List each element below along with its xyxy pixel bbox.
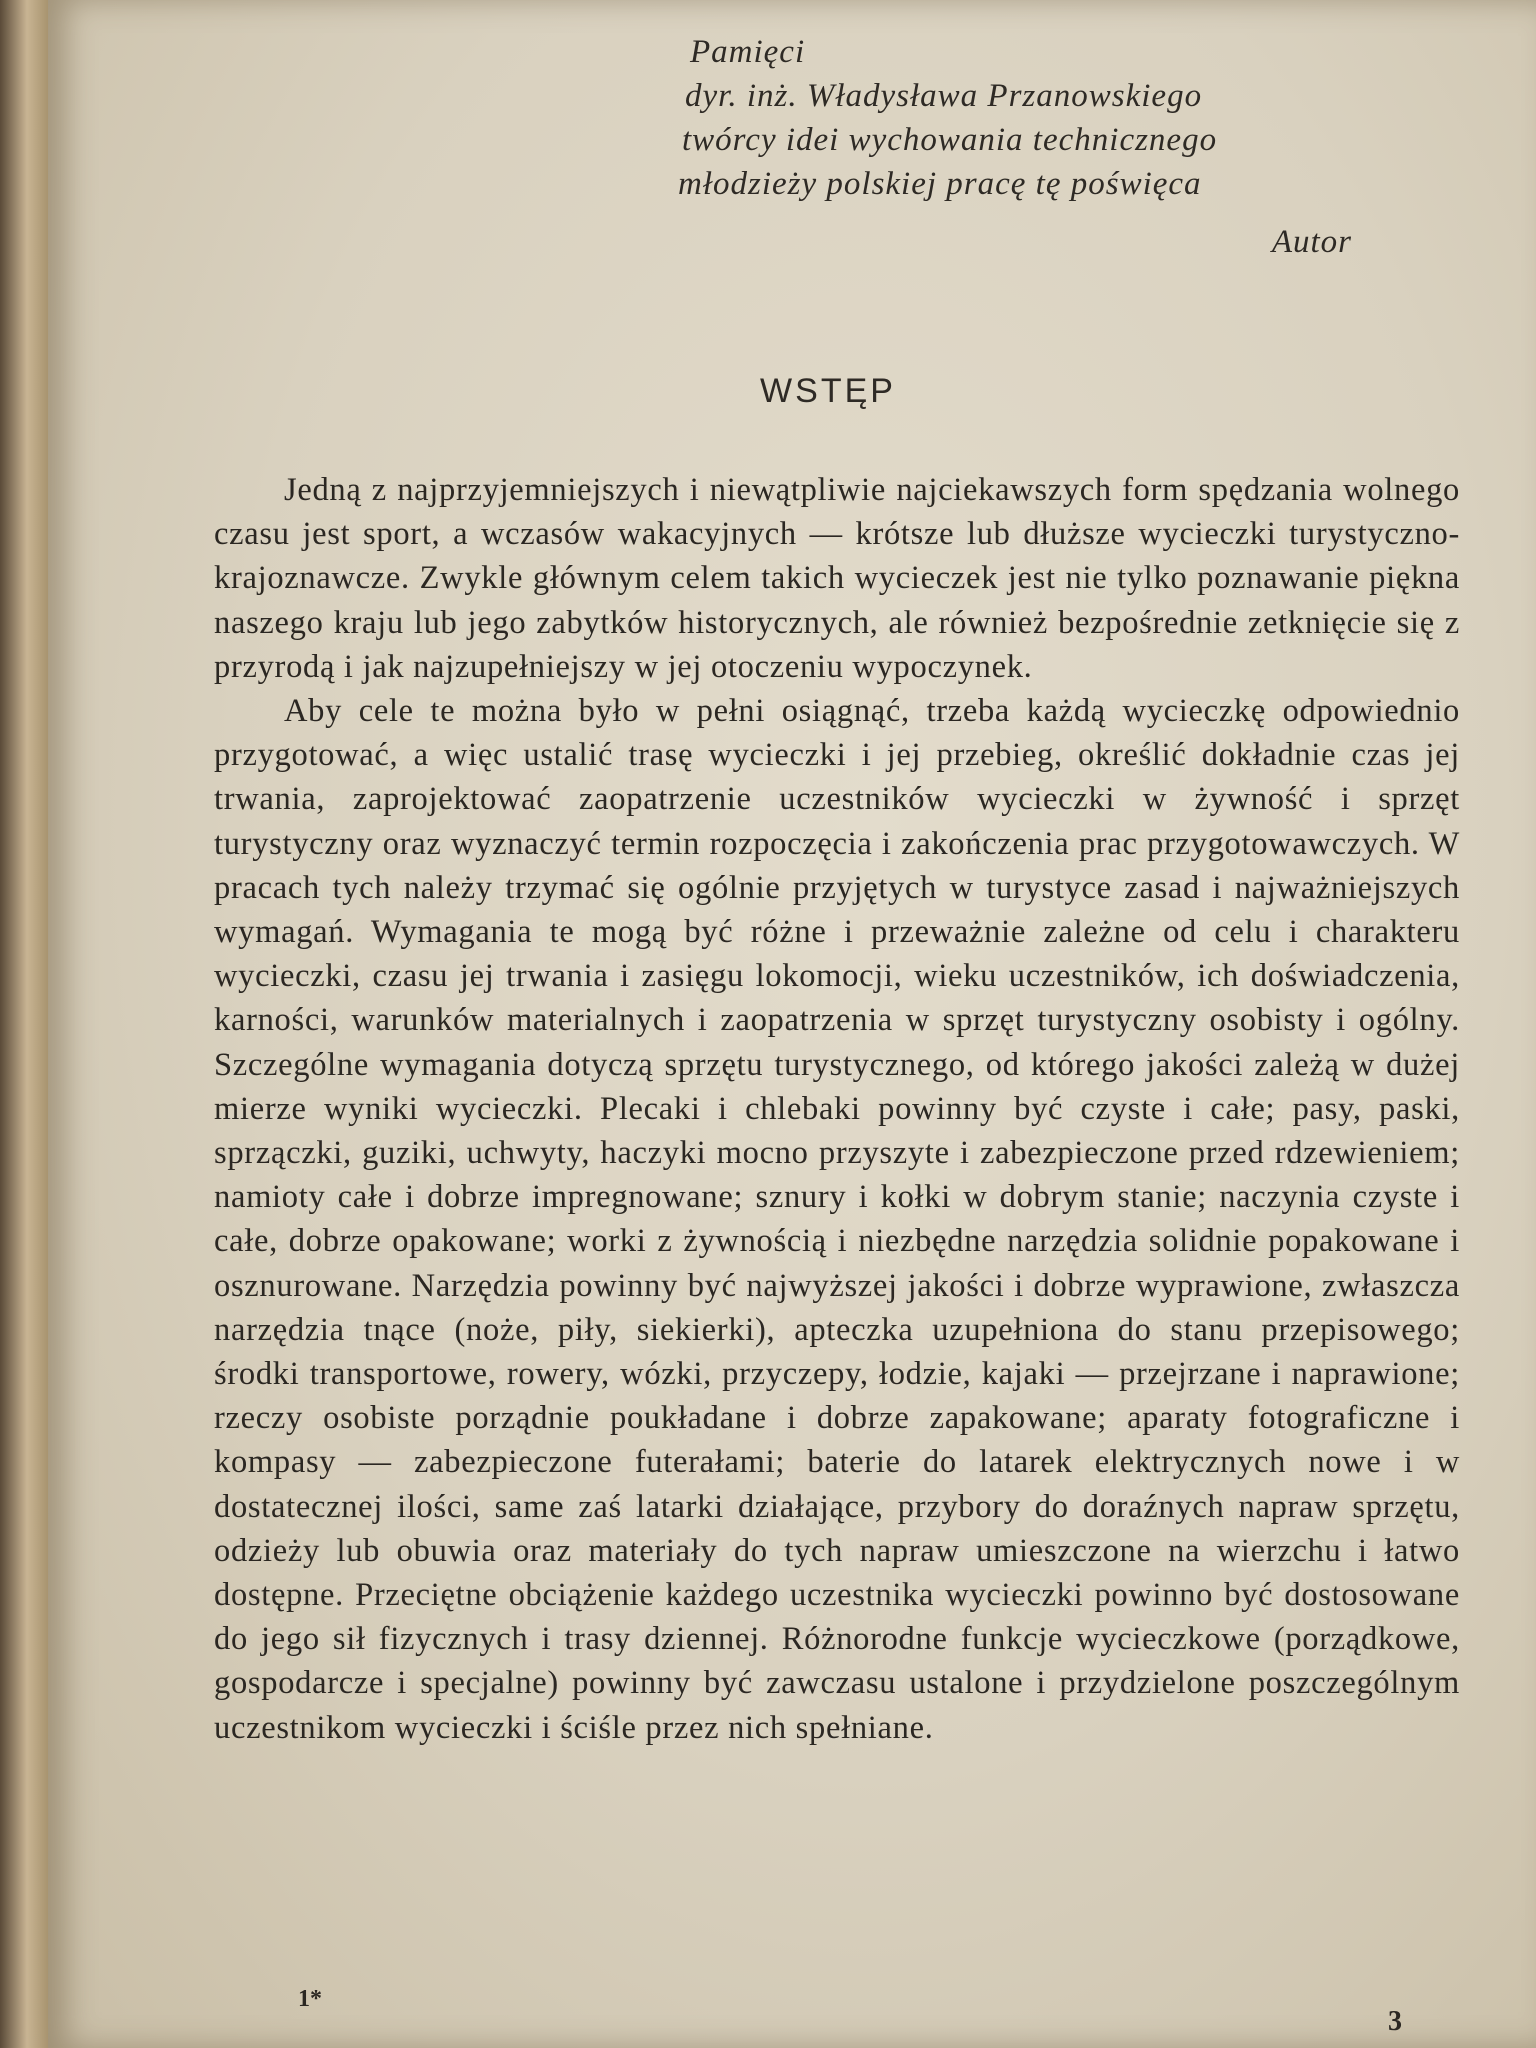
book-page	[48, 0, 1536, 2048]
dedication-line: dyr. inż. Władysława Przanowskiego	[685, 78, 1203, 114]
dedication	[668, 30, 1408, 264]
dedication-line: twórcy idei wychowania technicznego	[682, 122, 1218, 158]
printer-signature-mark: 1*	[298, 1986, 322, 2012]
dedication-line: Pamięci	[690, 34, 806, 70]
dedication-signature: Autor	[1271, 224, 1352, 260]
paragraph: Jedną z najprzyjemniejszych i niewątpliwie najciekawszych form spędzania wolnego czasu jest sport, a wczasów wakacyjnych — krótsze lub dłuższe wycieczki turystyczno-krajoznawcze. Zwykle głównym celem takich wycieczek jest nie tylko poznawanie piękna naszego kraju lub jego zabytków historycznych, ale również bezpośrednie zetknięcie się z przyrodą i jak najzupełniejszy w jej otoczeniu wypoczynek.	[214, 472, 1460, 685]
dedication-line: młodzieży polskiej pracę tę poświęca	[678, 166, 1202, 202]
body-text	[214, 468, 1460, 1750]
section-heading: WSTĘP	[760, 372, 896, 410]
page-number: 3	[1388, 2006, 1402, 2037]
paragraph: Aby cele te można było w pełni osiągnąć, trzeba każdą wycieczkę odpowiednio przygotować, a więc ustalić trasę wycieczki i jej przebieg, określić dokładnie czas jej trwania, zaprojektować zaopatrzenie uczestników wycieczki w żywność i sprzęt turystyczny oraz wyznaczyć termin rozpoczęcia i zakończenia prac przygotowawczych. W pracach tych należy trzymać się ogólnie przyjętych w turystyce zasad i najważniejszych wymagań. Wymagania te mogą być różne i przeważnie zależne od celu i charakteru wycieczki, czasu jej trwania i zasięgu lokomocji, wieku uczestników, ich doświadczenia, karności, warunków materialnych i zaopatrzenia w sprzęt turystyczny osobisty i ogólny. Szczególne wymagania dotyczą sprzętu turystycznego, od którego jakości zależą w dużej mierze wyniki wycieczki. Plecaki i chlebaki powinny być czyste i całe; pasy, paski, sprzączki, guziki, uchwyty, haczyki mocno przyszyte i zabezpieczone przed rdzewieniem; namioty całe i dobrze impregnowane; sznury i kołki w dobrym stanie; naczynia czyste i całe, dobrze opakowane; worki z żywnością i niezbędne narzędzia solidnie popakowane i osznurowane. Narzędzia powinny być najwyższej jakości i dobrze wyprawione, zwłaszcza narzędzia tnące (noże, piły, siekierki), apteczka uzupełniona do stanu przepisowego; środki transportowe, rowery, wózki, przyczepy, łodzie, kajaki — przejrzane i naprawione; rzeczy osobiste porządnie poukładane i dobrze zapakowane; aparaty fotograficzne i kompasy — zabezpieczone futerałami; baterie do latarek elektrycznych nowe i w dostatecznej ilości, same zaś latarki działające, przybory do doraźnych napraw sprzętu, odzieży lub obuwia oraz materiały do tych napraw umieszczone na wierzchu i łatwo dostępne. Przeciętne obciążenie każdego uczestnika wycieczki powinno być dostosowane do jego sił fizycznych i trasy dziennej. Różnorodne funkcje wycieczkowe (porządkowe, gospodarcze i specjalne) powinny być zawczasu ustalone i przydzielone poszczególnym uczestnikom wycieczki i ściśle przez nich spełniane.	[214, 693, 1460, 1746]
